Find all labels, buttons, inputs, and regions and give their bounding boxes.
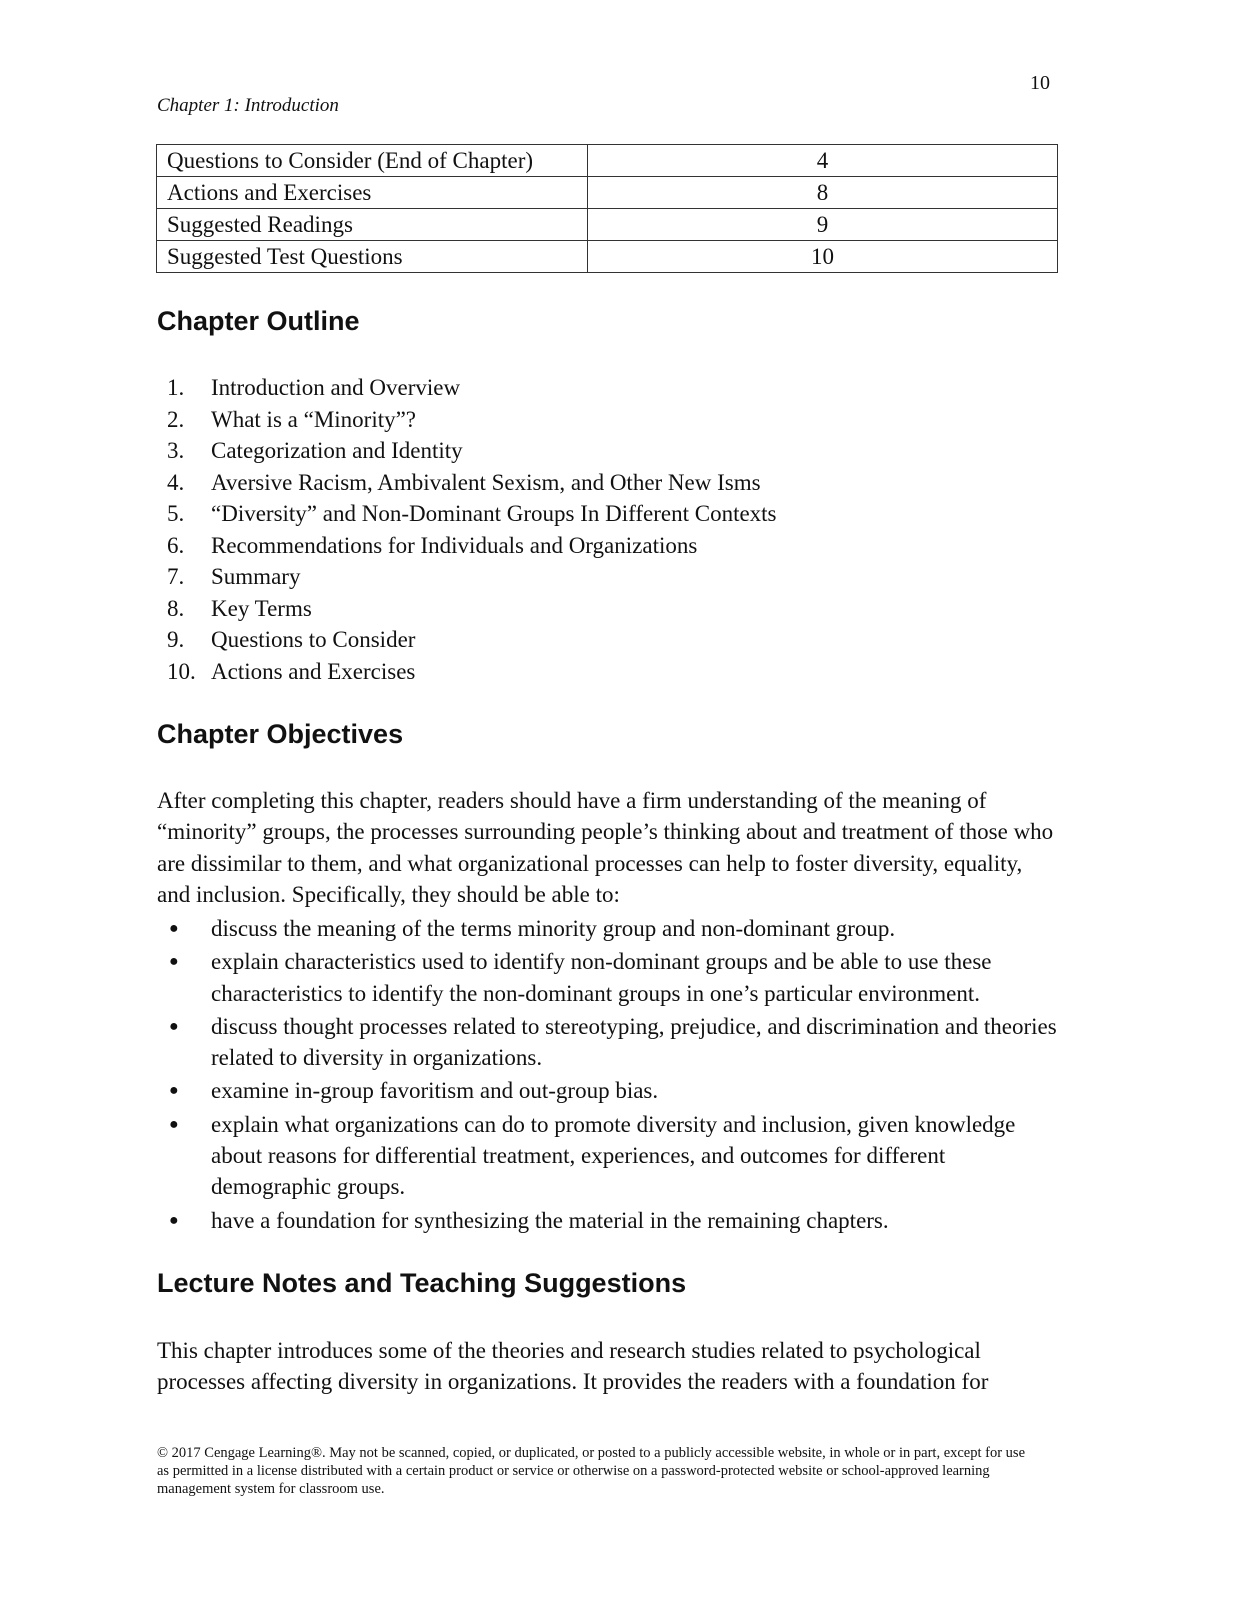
list-item bbox=[157, 1011, 1057, 1074]
list-text: Aversive Racism, Ambivalent Sexism, and Other New Isms bbox=[211, 469, 761, 495]
page-number: 10 bbox=[1030, 72, 1050, 94]
list-item bbox=[157, 531, 777, 563]
lecture-heading: Lecture Notes and Teaching Suggestions bbox=[157, 1268, 687, 1298]
toc-page: 9 bbox=[588, 209, 1058, 241]
toc-page: 10 bbox=[588, 241, 1058, 273]
list-number: 1. bbox=[167, 375, 185, 400]
toc-page: 4 bbox=[588, 145, 1058, 177]
table-row bbox=[157, 145, 1058, 177]
objectives-intro: After completing this chapter, readers should have a firm understanding of the meaning of “minority” groups, the processes surrounding people’s thinking about and treatment of those who are dissimilar to them, and what organizational processes can help to foster diversity, equality, and inclusion. Specifically, they should be able to: bbox=[157, 788, 1054, 907]
list-number: 4. bbox=[167, 469, 185, 495]
list-number: 2. bbox=[167, 406, 185, 432]
bullet-icon: ● bbox=[169, 1211, 179, 1229]
toc-label: Suggested Readings bbox=[157, 209, 588, 241]
list-number: 7. bbox=[167, 564, 185, 589]
list-text: Questions to Consider bbox=[211, 627, 416, 652]
bullet-icon: ● bbox=[169, 1082, 179, 1100]
bullet-icon: ● bbox=[169, 920, 179, 937]
list-item bbox=[157, 499, 777, 531]
toc-label: Actions and Exercises bbox=[157, 177, 588, 209]
copyright-footer: © 2017 Cengage Learning®. May not be scanned, copied, or duplicated, or posted to a publicly accessible website, in whole or in part, except for use as permitted in a license distributed with a certain product or service or otherwise on a password-protected website or school-approved learning management system for classroom use. bbox=[157, 1445, 1026, 1497]
list-text: examine in-group favoritism and out-group bias. bbox=[211, 1078, 659, 1104]
bullet-icon: ● bbox=[169, 953, 179, 971]
list-item bbox=[157, 657, 777, 689]
toc-label: Questions to Consider (End of Chapter) bbox=[157, 145, 588, 177]
list-item bbox=[157, 1075, 1057, 1106]
table-row bbox=[157, 209, 1058, 241]
list-text: What is a “Minority”? bbox=[211, 406, 417, 432]
list-item bbox=[157, 468, 777, 500]
objectives-bullet-list bbox=[157, 913, 1057, 1238]
list-text: discuss the meaning of the terms minority group and non-dominant group. bbox=[211, 916, 896, 941]
list-item bbox=[157, 625, 777, 657]
list-text: discuss thought processes related to stereotyping, prejudice, and discrimination and theories related to diversity in organizations. bbox=[211, 1013, 1057, 1071]
list-text: Actions and Exercises bbox=[211, 658, 416, 684]
list-item bbox=[157, 373, 777, 405]
list-number: 10. bbox=[167, 658, 196, 684]
list-item bbox=[157, 405, 777, 437]
list-item bbox=[157, 913, 1057, 944]
outline-heading: Chapter Outline bbox=[157, 306, 360, 336]
list-item bbox=[157, 1205, 1057, 1236]
bullet-icon: ● bbox=[169, 1115, 179, 1133]
list-text: “Diversity” and Non-Dominant Groups In Different Contexts bbox=[211, 501, 777, 526]
list-text: explain characteristics used to identify non-dominant groups and be able to use these characteristics to identify the non-dominant groups in one’s particular environment. bbox=[211, 949, 992, 1006]
table-row bbox=[157, 177, 1058, 209]
list-number: 3. bbox=[167, 438, 185, 463]
bullet-icon: ● bbox=[169, 1017, 179, 1035]
list-number: 9. bbox=[167, 627, 185, 652]
list-item bbox=[157, 1109, 1057, 1203]
outline-list bbox=[157, 373, 777, 688]
list-number: 8. bbox=[167, 595, 185, 621]
table-row bbox=[157, 241, 1058, 273]
list-item bbox=[157, 946, 1057, 1009]
list-text: Categorization and Identity bbox=[211, 438, 463, 463]
toc-table bbox=[156, 144, 1058, 273]
list-number: 5. bbox=[167, 501, 185, 526]
list-item bbox=[157, 594, 777, 626]
list-number: 6. bbox=[167, 532, 185, 558]
toc-page: 8 bbox=[588, 177, 1058, 209]
list-item bbox=[157, 436, 777, 468]
lecture-text: This chapter introduces some of the theories and research studies related to psychological processes affecting diversity in organizations. It provides the readers with a foundation for bbox=[157, 1338, 989, 1395]
list-text: Introduction and Overview bbox=[211, 375, 461, 400]
toc-label: Suggested Test Questions bbox=[157, 241, 588, 273]
list-text: Summary bbox=[211, 564, 301, 589]
objectives-heading: Chapter Objectives bbox=[157, 719, 404, 749]
chapter-header: Chapter 1: Introduction bbox=[157, 95, 339, 116]
list-text: have a foundation for synthesizing the material in the remaining chapters. bbox=[211, 1207, 889, 1233]
list-text: explain what organizations can do to promote diversity and inclusion, given knowledge about reasons for differential treatment, experiences, and outcomes for different demographic groups. bbox=[211, 1111, 1016, 1200]
list-text: Recommendations for Individuals and Organizations bbox=[211, 532, 698, 558]
list-text: Key Terms bbox=[211, 595, 312, 621]
list-item bbox=[157, 562, 777, 594]
